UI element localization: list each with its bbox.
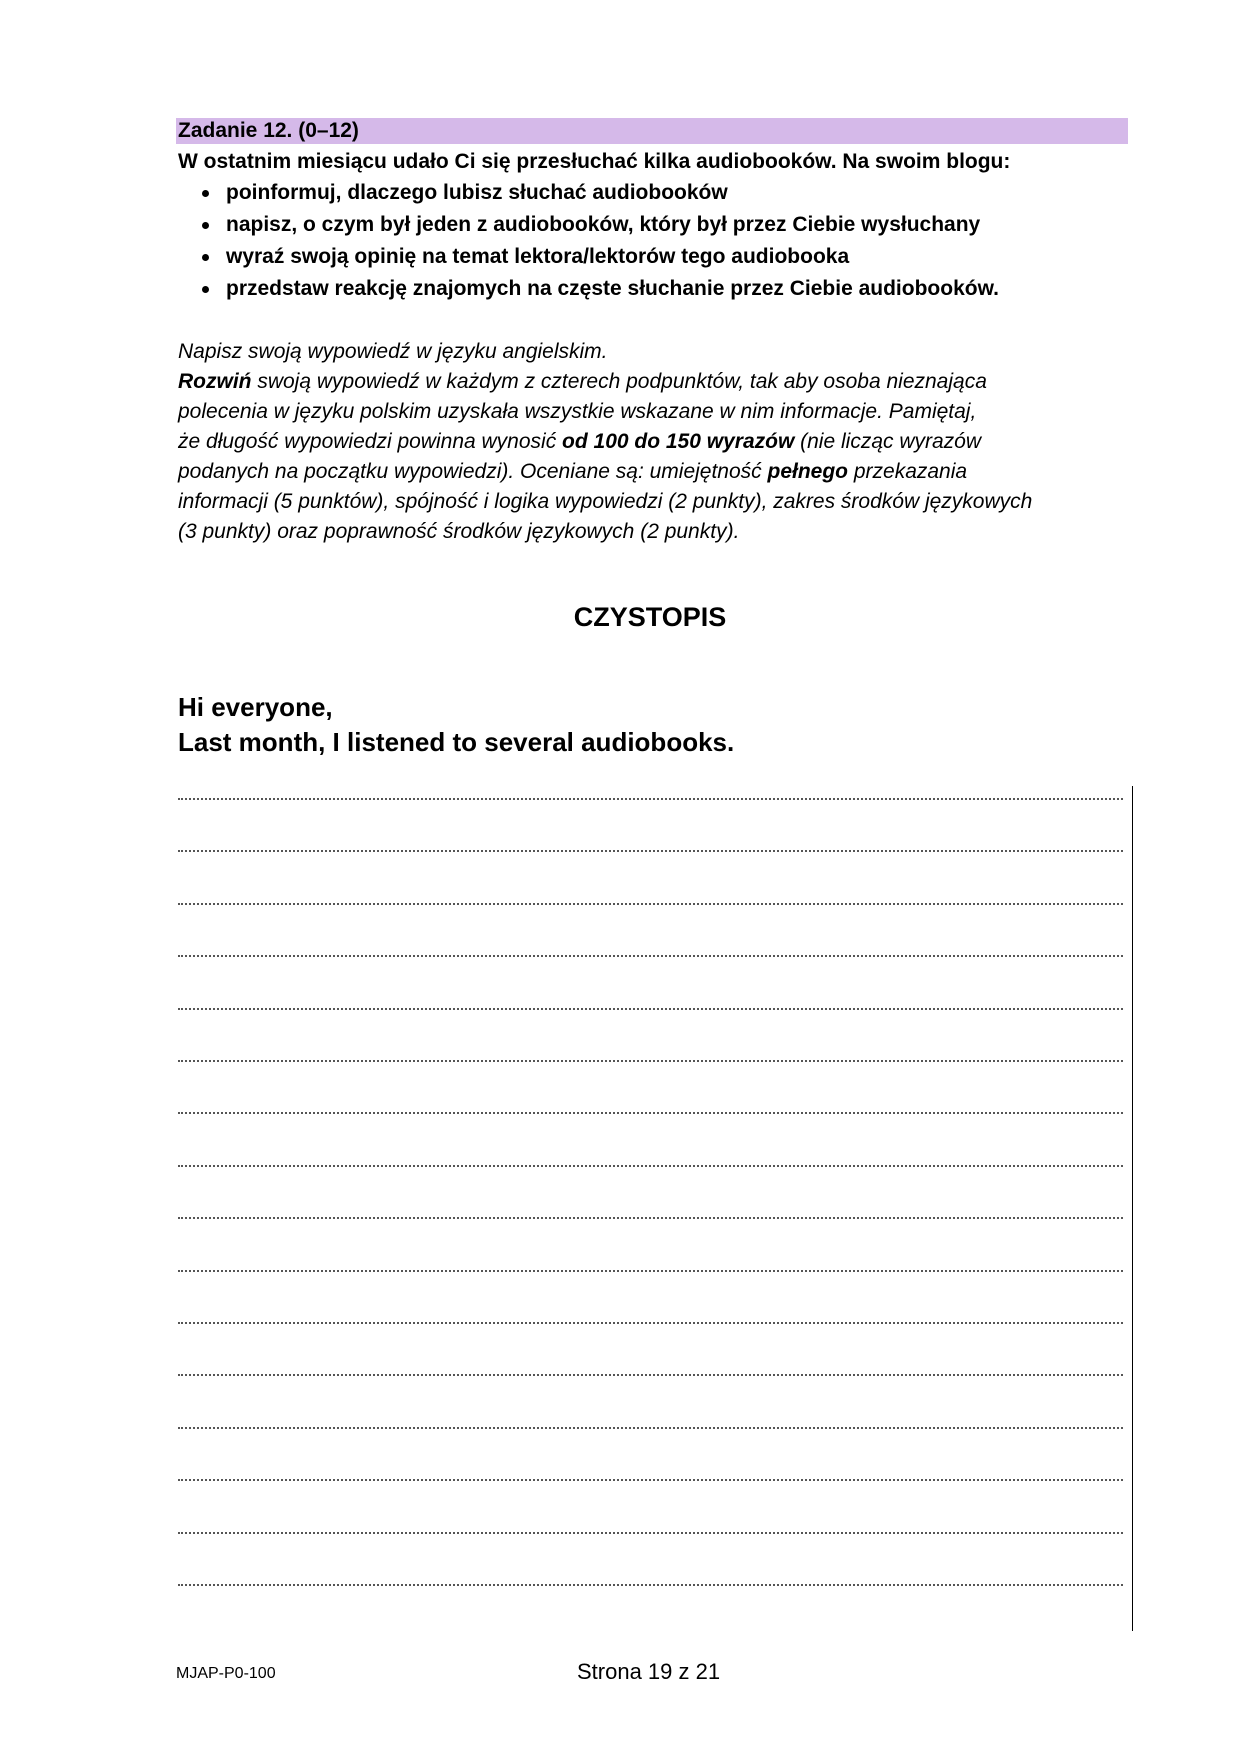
instruction-line: (3 punkty) oraz poprawność środków językowych (2 punkty). [178,520,740,543]
writing-line[interactable] [178,1060,1123,1062]
answer-start-line: Last month, I listened to several audiobooks. [178,727,735,757]
writing-line[interactable] [178,955,1123,957]
writing-line[interactable] [178,1322,1123,1324]
instruction-bold: pełnego [767,460,849,483]
task-bullet-text: wyraź swoją opinię na temat lektora/lektorów tego audiobooka [226,245,850,268]
task-bullet [200,276,999,308]
writing-line[interactable] [178,1374,1123,1376]
writing-line[interactable] [178,1165,1123,1167]
writing-line[interactable] [178,1479,1123,1481]
instruction-text: przekazania [848,460,968,483]
writing-line[interactable] [178,1008,1123,1010]
bullet-icon [202,190,209,197]
writing-line[interactable] [178,1270,1123,1272]
task-instructions [178,337,1138,547]
writing-area[interactable] [178,786,1123,1636]
task-bullet-list [200,180,999,308]
instruction-line [178,367,1138,397]
writing-line[interactable] [178,903,1123,905]
writing-line[interactable] [178,1427,1123,1429]
writing-line[interactable] [178,1532,1123,1534]
task-bullet-text: napisz, o czym był jeden z audiobooków, który był przez Ciebie wysłuchany [226,213,981,236]
task-intro: W ostatnim miesiącu udało Ci się przesłuchać kilka audiobooków. Na swoim blogu: [178,150,1011,173]
bullet-icon [202,222,209,229]
instruction-text: że długość wypowiedzi powinna wynosić [178,430,563,453]
instruction-line: informacji (5 punktów), spójność i logika wypowiedzi (2 punkty), zakres środków językowych [178,490,1033,513]
bullet-icon [202,254,209,261]
section-title: CZYSTOPIS [573,602,727,632]
answer-start-line: Hi everyone, [178,692,333,722]
writing-line[interactable] [178,850,1123,852]
writing-line[interactable] [178,798,1123,800]
margin-rule [1132,786,1133,1631]
instruction-line [178,427,1138,457]
task-bullet [200,244,999,276]
bullet-icon [202,286,209,293]
instruction-text: swoją wypowiedź w każdym z czterech podpunktów, tak aby osoba nieznająca [251,370,987,393]
task-bullet-text: przedstaw reakcję znajomych na częste słuchanie przez Ciebie audiobooków. [226,277,999,300]
instruction-line: Napisz swoją wypowiedź w języku angielskim. [178,340,608,363]
task-bullet [200,212,999,244]
writing-line[interactable] [178,1112,1123,1114]
instruction-text: (nie licząc wyrazów [794,430,982,453]
instruction-line [178,457,1138,487]
task-bullet [200,180,999,212]
answer-start [178,690,734,760]
writing-line[interactable] [178,1584,1123,1586]
task-bullet-text: poinformuj, dlaczego lubisz słuchać audiobooków [226,181,728,204]
instruction-bold: od 100 do 150 wyrazów [562,430,795,453]
task-header: Zadanie 12. (0–12) [176,118,1128,144]
instruction-line: polecenia w języku polskim uzyskała wszystkie wskazane w nim informacje. Pamiętaj, [178,400,977,423]
instruction-bold: Rozwiń [178,370,252,393]
footer-code: MJAP-P0-100 [176,1665,276,1682]
instruction-text: podanych na początku wypowiedzi). Oceniane są: umiejętność [178,460,768,483]
writing-line[interactable] [178,1217,1123,1219]
footer-page-number: Strona 19 z 21 [577,1659,721,1684]
